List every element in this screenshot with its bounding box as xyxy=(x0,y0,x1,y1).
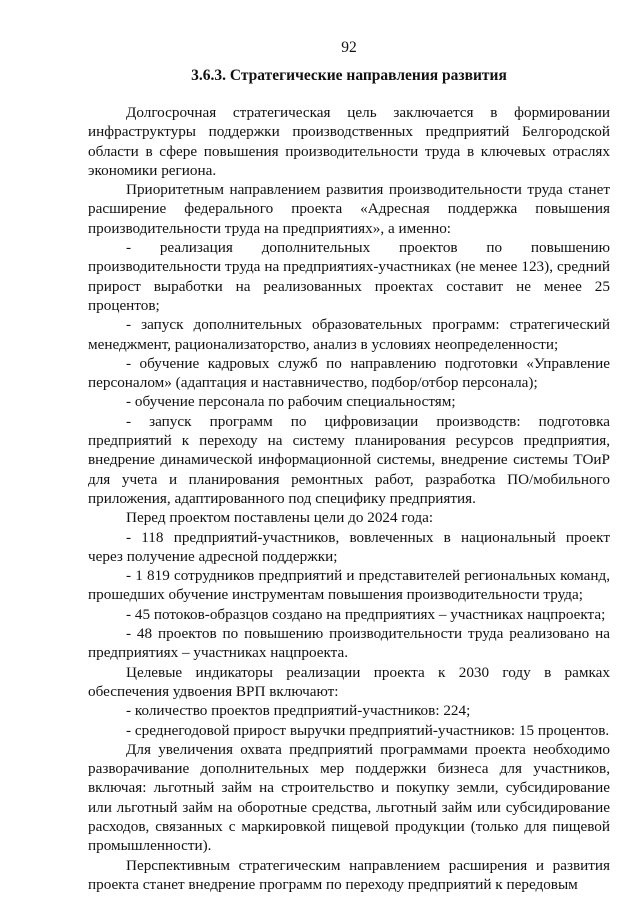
paragraph: Целевые индикаторы реализации проекта к 2030 году в рамках обеспечения удвоения ВРП включают: xyxy=(88,663,610,700)
list-item: - 48 проектов по повышению производительности труда реализовано на предприятиях – участниках нацпроекта. xyxy=(88,625,610,662)
list-item: - запуск программ по цифровизации производств: подготовка предприятий к переходу на систему планирования ресурсов предприятия, внедрение динамической информационной системы, внедрение системы ТОиР для учета и планирования ремонтных работ, разработка ПО/мобильного приложения, адаптированного под специфику предприятия. xyxy=(88,412,610,507)
list-item: - 118 предприятий-участников, вовлеченных в национальный проект через получение адресной поддержки; xyxy=(88,528,610,565)
list-item: - 1 819 сотрудников предприятий и представителей региональных команд, прошедших обучение инструментам повышения производительности труда; xyxy=(88,567,610,604)
list-item: - запуск дополнительных образовательных программ: стратегический менеджмент, рационализаторство, анализ в условиях неопределенности; xyxy=(88,316,610,353)
body-text xyxy=(88,103,610,894)
paragraph: Перспективным стратегическим направлением расширения и развития проекта станет внедрение программ по переходу предприятий к передовым xyxy=(88,856,610,893)
list-item: - 45 потоков-образцов создано на предприятиях – участниках нацпроекта; xyxy=(126,605,606,623)
list-item: - реализация дополнительных проектов по повышению производительности труда на предприятиях-участниках (не менее 123), средний прирост выработки на реализованных проектах составит не менее 25 процентов; xyxy=(88,239,610,314)
paragraph: Долгосрочная стратегическая цель заключается в формировании инфраструктуры поддержки производственных предприятий Белгородской области в сфере повышения производительности труда в ключевых отраслях экономики региона. xyxy=(88,104,610,179)
list-item: - среднегодовой прирост выручки предприятий-участников: 15 процентов. xyxy=(126,721,610,739)
section-heading: 3.6.3. Стратегические направления развития xyxy=(191,67,507,84)
list-item: - количество проектов предприятий-участников: 224; xyxy=(126,702,471,720)
paragraph: Перед проектом поставлены цели до 2024 года: xyxy=(126,509,434,527)
list-item: - обучение персонала по рабочим специальностям; xyxy=(126,393,456,411)
paragraph: Для увеличения охвата предприятий программами проекта необходимо разворачивание дополнительных мер поддержки бизнеса для участников, включая: льготный займ на строительство и покупку земли, субсидирование или льготный займ на оборотные средства, льготный займ или субсидирование расходов, связанных с маркировкой пищевой продукции (только для пищевой промышленности). xyxy=(88,740,610,855)
list-item: - обучение кадровых служб по направлению подготовки «Управление персоналом» (адаптация и наставничество, подбор/отбор персонала); xyxy=(88,354,610,392)
paragraph: Приоритетным направлением развития производительности труда станет расширение федерального проекта «Адресная поддержка повышения производительности труда на предприятиях», а именно: xyxy=(88,181,610,237)
page-number: 92 xyxy=(341,39,357,56)
